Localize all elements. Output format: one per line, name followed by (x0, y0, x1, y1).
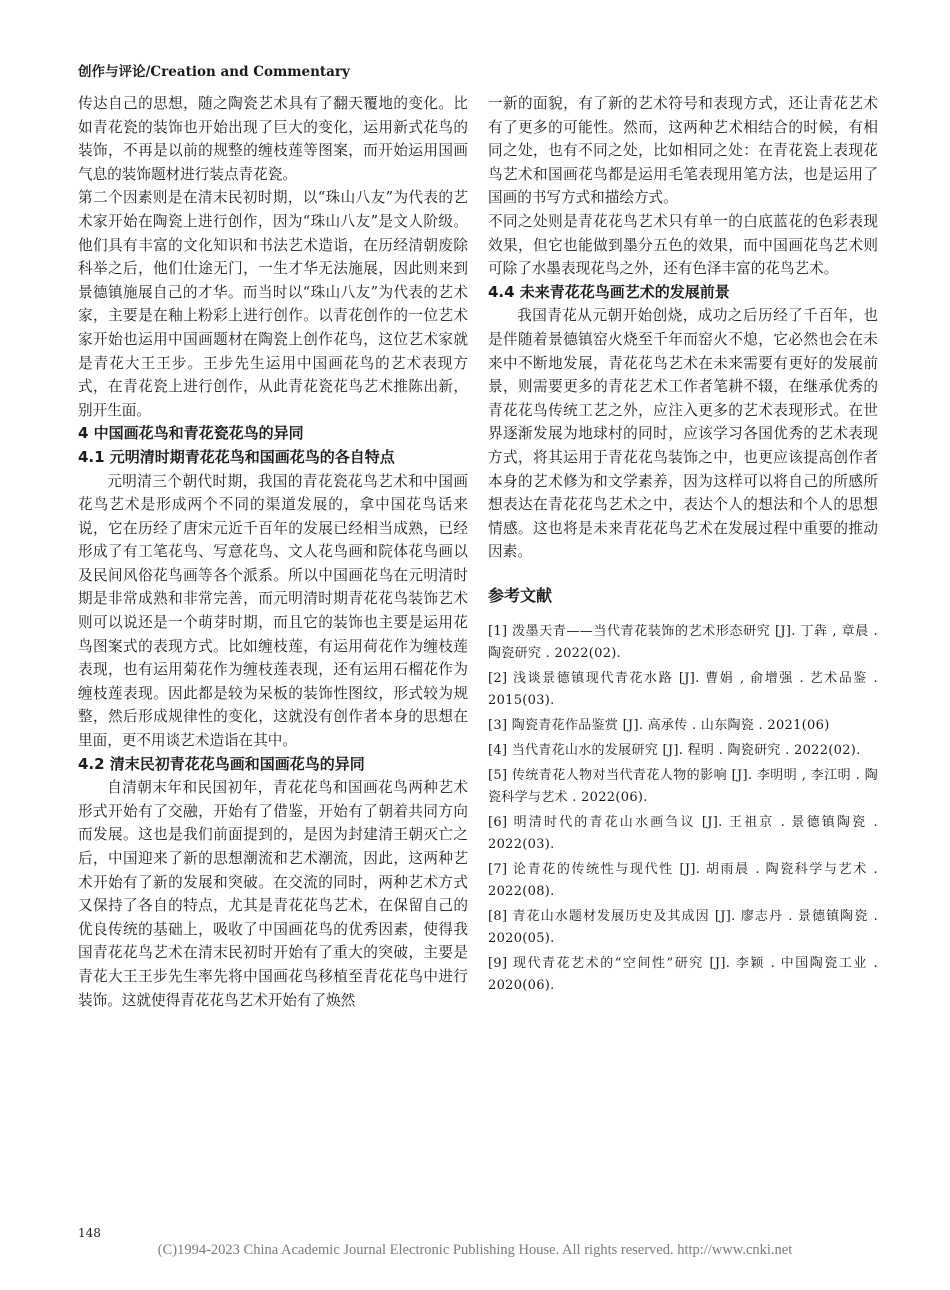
reference-item: [1] 泼墨天青——当代青花装饰的艺术形态研究 [J]. 丁犇 , 章晨 . 陶瓷研究 . 2022(02). (488, 624, 878, 662)
running-header: 创作与评论/Creation and Commentary (78, 64, 350, 80)
reference-item: [4] 当代青花山水的发展研究 [J]. 程明 . 陶瓷研究 . 2022(02). (488, 743, 861, 759)
reference-item: [3] 陶瓷青花作品鉴赏 [J]. 高承传 . 山东陶瓷 . 2021(06) (488, 718, 830, 734)
reference-item: [7] 论青花的传统性与现代性 [J]. 胡雨晨 . 陶瓷科学与艺术 . 2022(08). (488, 862, 878, 900)
reference-item: [6] 明清时代的青花山水画刍议 [J]. 王祖京 . 景德镇陶瓷 . 2022(03). (488, 815, 878, 853)
reference-item: [2] 浅谈景德镇现代青花水路 [J]. 曹娟 , 俞增强 . 艺术品鉴 . 2015(03). (488, 671, 878, 709)
body-paragraph: 一新的面貌，有了新的艺术符号和表现方式，还让青花艺术有了更多的可能性。然而，这两种艺术相结合的时候，有相同之处，也有不同之处，比如相同之处：在青花瓷上表现花鸟艺术和国画花鸟都是运用毛笔表现用笔方法，也是运用了国画的书写方式和描绘方式。 (488, 95, 878, 207)
body-paragraph: 我国青花从元朝开始创烧，成功之后历经了千百年，也是伴随着景德镇窑火烧至千年而窑火不熄，它必然也会在未来中不断地发展，青花花鸟艺术在未来需要有更好的发展前景，则需要更多的青花艺术工作者笔耕不辍，在继承优秀的青花花鸟传统工艺之外，应注入更多的艺术表现形式。在世界逐渐发展为地球村的同时，应该学习各国优秀的艺术表现方式，将其运用于青花花鸟装饰之中，也更应该提高创作者本身的艺术修为和文学素养，因为这样可以将自己的所感所想表达在青花花鸟艺术之中，表达个人的想法和个人的思想情感。这也将是未来青花花鸟艺术在发展过程中重要的推动因素。 (488, 307, 878, 561)
copyright-notice: (C)1994-2023 China Academic Journal Electronic Publishing House. All rights reserved. http://www.cnki.net (157, 1242, 793, 1258)
body-paragraph: 不同之处则是青花花鸟艺术只有单一的白底蓝花的色彩表现效果，但它也能做到墨分五色的效果，而中国画花鸟艺术则可除了水墨表现花鸟之外，还有色泽丰富的花鸟艺术。 (488, 212, 878, 278)
reference-item: [9] 现代青花艺术的“空间性”研究 [J]. 李颖 . 中国陶瓷工业 . 2020(06). (488, 956, 878, 994)
references-title: 参考文献 (488, 585, 553, 605)
body-paragraph: 传达自己的思想，随之陶瓷艺术具有了翻天覆地的变化。比如青花瓷的装饰也开始出现了巨大的变化，运用新式花鸟的装饰，不再是以前的规整的缠枝莲等图案，而开始运用国画气息的装饰题材进行装点青花瓷。 (78, 95, 468, 183)
left-column (78, 92, 468, 1012)
body-paragraph: 第二个因素则是在清末民初时期，以“珠山八友”为代表的艺术家开始在陶瓷上进行创作，因为“珠山八友”是文人阶级。他们具有丰富的文化知识和书法艺术造诣，在历经清朝废除科举之后，他们仕途无门，一生才华无法施展，因此则来到景德镇施展自己的才华。而当时以“珠山八友”为代表的艺术家，主要是在釉上粉彩上进行创作。以青花创作的一位艺术家开始也运用中国画题材在陶瓷上创作花鸟，这位艺术家就是青花大王王步。王步先生运用中国画花鸟的艺术表现方式，在青花瓷上进行创作，从此青花瓷花鸟艺术推陈出新，别开生面。 (78, 189, 468, 419)
section-heading: 4.1 元明清时期青花花鸟和国画花鸟的各自特点 (78, 447, 395, 466)
section-heading: 4.4 未来青花花鸟画艺术的发展前景 (488, 282, 730, 301)
right-column (488, 92, 878, 1000)
reference-item: [8] 青花山水题材发展历史及其成因 [J]. 廖志丹 . 景德镇陶瓷 . 2020(05). (488, 909, 878, 947)
body-paragraph: 元明清三个朝代时期，我国的青花瓷花鸟艺术和中国画花鸟艺术是形成两个不同的渠道发展的，拿中国花鸟话来说，它在历经了唐宋元近千百年的发展已经相当成熟，已经形成了有工笔花鸟、写意花鸟、文人花鸟画和院体花鸟画以及民间风俗花鸟画等各个派系。所以中国画花鸟在元明清时期是非常成熟和非常完善，而元明清时期青花花鸟装饰艺术则可以说还是一个萌芽时期，而且它的装饰也主要是运用花鸟图案式的表现方式。比如缠枝莲，有运用荷花作为缠枝莲表现，也有运用菊花作为缠枝莲表现，还有运用石榴花作为缠枝莲表现。因此都是较为呆板的装饰性图纹，形式较为规整，然后形成规律性的变化，这就没有创作者本身的思想在里面，更不用谈艺术造诣在其中。 (78, 472, 468, 750)
section-heading: 4.2 清末民初青花花鸟画和国画花鸟的异同 (78, 754, 365, 773)
references-list (488, 621, 878, 997)
page-number: 148 (78, 1226, 101, 1240)
right-column-body (488, 92, 878, 564)
body-paragraph: 自清朝末年和民国初年，青花花鸟和国画花鸟两种艺术形式开始有了交融，开始有了借鉴，开始有了朝着共同方向而发展。这也是我们前面提到的，是因为封建清王朝灭亡之后，中国迎来了新的思想潮流和艺术潮流，因此，这两种艺术开始有了新的发展和突破。在交流的同时，两种艺术方式又保持了各自的特点，尤其是青花花鸟艺术，在保留自己的优良传统的基础上，吸收了中国画花鸟的优秀因素，使得我国青花花鸟艺术在清末民初时开始有了重大的突破，主要是青花大王王步先生率先将中国画花鸟移植至青花花鸟中进行装饰。这就使得青花花鸟艺术开始有了焕然 (78, 779, 468, 1009)
reference-item: [5] 传统青花人物对当代青花人物的影响 [J]. 李明明 , 李江明 . 陶瓷科学与艺术 . 2022(06). (488, 768, 878, 806)
section-heading: 4 中国画花鸟和青花瓷花鸟的异同 (78, 424, 304, 443)
